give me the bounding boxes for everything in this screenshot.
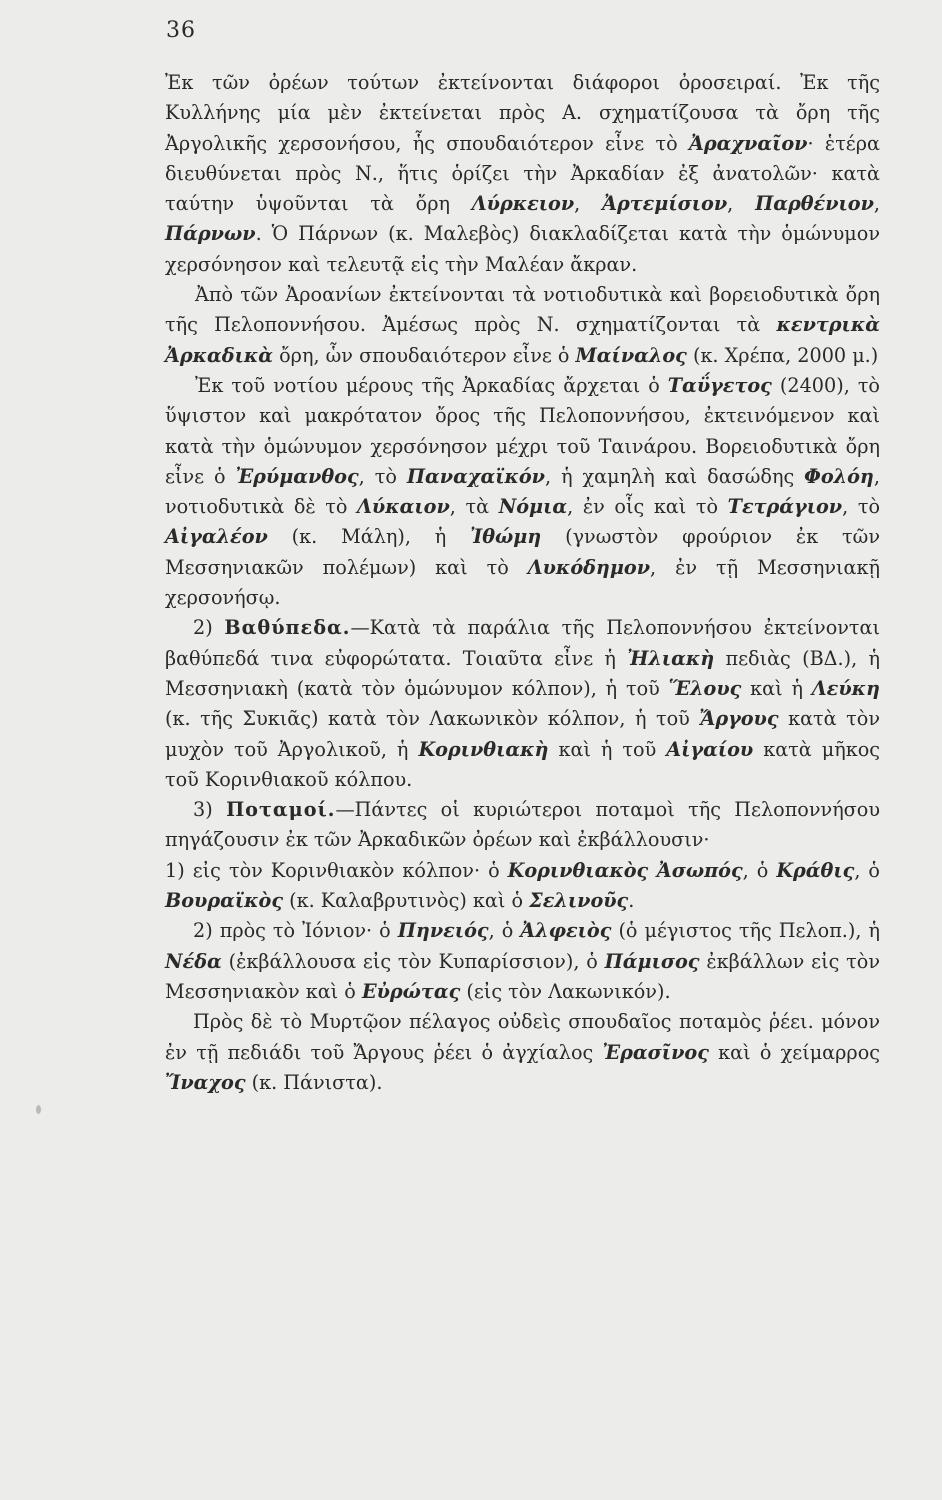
place-name: Ἠλιακὴ — [627, 646, 715, 670]
text-run: 1) εἰς τὸν Κορινθιακὸν κόλπον· ὁ — [165, 858, 508, 882]
text-run: —Κατὰ τὰ παράλια τῆς Πελοποννήσου ἐκτείνονται βαθύπεδά τινα εὐφορώτατα. Τοιαῦτα εἶνε ἡ — [165, 616, 881, 670]
text-run: . Ὁ Πάρνων (κ. Μαλεβὸς) διακλαδίζεται κατὰ τὴν ὁμώνυμον χερσόνησον καὶ τελευτᾷ εἰς τὴν Μαλέαν ἄκραν. — [165, 222, 880, 276]
text-run: 2) πρὸς τὸ Ἰόνιον· ὁ — [193, 919, 398, 943]
text-run: (κ. Καλαβρυτινὸς) καὶ ὁ — [283, 889, 530, 913]
text-run: Ἐκ τοῦ νοτίου μέρους τῆς Ἀρκαδίας ἄρχεται ὁ — [195, 373, 668, 397]
paragraph-taygetos — [165, 371, 880, 613]
place-name: Ἴναχος — [165, 1070, 246, 1094]
place-name: κεντρικὰ Ἀρκαδικὰ — [165, 313, 880, 367]
place-name: Πάμισος — [604, 949, 700, 973]
text-run: , ἐν τῇ Μεσσηνιακῇ χερσονήσῳ. — [165, 555, 880, 610]
text-run: (2400), τὸ ὕψιστον καὶ μακρότατον ὄρος τῆς Πελοποννήσου, ἐκτεινόμενον καὶ κατὰ τὴν ὁμώνυμον χερσόνησον μέχρι τοῦ Ταινάρου. Βορειοδυτικὰ ὄρη εἶνε ὁ — [165, 373, 880, 488]
text-run: Ἐκ τῶν ὀρέων τούτων ἐκτείνονται διάφοροι ὀροσειραί. Ἐκ τῆς Κυλλήνης μία μὲν ἐκτείνεται πρὸς Α. σχηματίζουσα τὰ ὄρη τῆς Ἀργολικῆς χερσονήσου, ἧς σπουδαιότερον εἶνε τὸ — [165, 71, 880, 155]
body-text — [165, 68, 880, 1098]
text-run: . — [628, 889, 635, 913]
place-name: Τετράγιον — [727, 495, 843, 519]
text-run: , ἡ χαμηλὴ καὶ δασώδης — [545, 464, 805, 488]
text-run: (εἰς τὸν Λακωνικόν). — [460, 979, 671, 1003]
place-name: Παναχαϊκόν — [406, 464, 545, 488]
text-run: —Πάντες οἱ κυριώτεροι ποταμοὶ τῆς Πελοποννήσου πηγάζουσιν ἐκ τῶν Ἀρκαδικῶν ὀρέων καὶ ἐκβάλλουσιν· — [165, 798, 880, 852]
text-run: (κ. τῆς Συκιᾶς) κατὰ τὸν Λακωνικὸν κόλπον, ἡ τοῦ — [165, 707, 700, 731]
text-run: Πρὸς δὲ τὸ Μυρτῷον πέλαγος οὐδεὶς σπουδαῖος ποταμὸς ῥέει. μόνον ἐν τῇ πεδιάδι τοῦ Ἄργους ῥέει ὁ ἀγχίαλος — [165, 1010, 880, 1064]
place-name: Πάρνων — [165, 222, 256, 246]
text-run: , τὰ — [449, 495, 499, 519]
page-number: 36 — [166, 18, 196, 43]
place-name: Λυκόδημον — [527, 555, 651, 579]
section-number: 2) — [193, 616, 225, 640]
place-name: Ἀλφειὸς — [520, 919, 612, 943]
text-run: , — [574, 192, 603, 216]
place-name: Νόμια — [498, 495, 568, 519]
place-name: Σελινοῦς — [529, 889, 629, 913]
place-name: Κορινθιακὸς Ἀσωπός — [507, 858, 743, 882]
paper-speck — [36, 1105, 41, 1114]
place-name: Λύρκειον — [471, 192, 575, 216]
place-name: Ἐρασῖνος — [602, 1040, 709, 1064]
paragraph-rivers — [165, 795, 880, 856]
place-name: Αἰγαίου — [666, 737, 754, 761]
text-run: , τὸ — [842, 495, 880, 519]
place-name: Κράθις — [776, 858, 855, 882]
text-run: (ἐκβάλλουσα εἰς τὸν Κυπαρίσσιον), ὁ — [221, 949, 605, 973]
place-name: Ταΰγετος — [667, 373, 772, 397]
text-run: (κ. Χρέπα, 2000 μ.) — [686, 343, 879, 367]
place-name: Αἰγαλέον — [165, 525, 268, 549]
text-run: κατὰ μῆκος τοῦ Κορινθιακοῦ κόλπου. — [165, 737, 880, 791]
text-run: , — [727, 192, 756, 216]
place-name: Ἕλους — [668, 676, 742, 700]
text-run: ὄρη, ὧν σπουδαιότερον εἶνε ὁ — [273, 343, 576, 367]
text-run: ἐκβάλλων εἰς τὸν Μεσσηνιακὸν καὶ ὁ — [165, 949, 880, 1003]
place-name: Βουραϊκὸς — [165, 889, 284, 913]
section-heading: Βαθύπεδα. — [224, 616, 351, 640]
paragraph-corinthian-gulf-rivers — [165, 856, 880, 917]
paragraph-myrtoan-sea — [165, 1007, 880, 1098]
text-run: , ὁ — [854, 858, 880, 882]
place-name: Παρθένιον — [755, 192, 874, 216]
text-run: (κ. Πάνιστα). — [245, 1070, 383, 1094]
text-run: , ὁ — [742, 858, 777, 882]
text-run: , νοτιοδυτικὰ δὲ τὸ — [165, 464, 880, 519]
text-run: (γνωστὸν φρούριον ἐκ τῶν Μεσσηνιακῶν πολέμων) καὶ τὸ — [165, 525, 880, 579]
place-name: Ἐρύμανθος — [235, 464, 359, 488]
text-run: (ὁ μέγιστος τῆς Πελοπ.), ἡ — [611, 919, 880, 943]
paragraph-plains — [165, 613, 880, 795]
place-name: Πηνειός — [397, 919, 489, 943]
text-run: Ἀπὸ τῶν Ἀροανίων ἐκτείνονται τὰ νοτιοδυτικὰ καὶ βορειοδυτικὰ ὄρη τῆς Πελοποννήσου. Ἀμέσως πρὸς Ν. σχηματίζονται τὰ — [165, 283, 880, 337]
text-run: , τὸ — [358, 464, 407, 488]
text-run: καὶ ἡ τοῦ — [548, 737, 667, 761]
place-name: Ἀρτεμίσιον — [602, 192, 728, 216]
place-name: Λύκαιον — [357, 495, 450, 519]
text-run: , ὁ — [488, 919, 521, 943]
place-name: Ἄργους — [699, 707, 779, 731]
text-run: καὶ ἡ — [741, 676, 812, 700]
place-name: Εὐρώτας — [361, 979, 461, 1003]
place-name: Μαίναλος — [575, 343, 687, 367]
text-run: , ἐν οἷς καὶ τὸ — [567, 495, 728, 519]
text-run: πεδιὰς (ΒΔ.), ἡ Μεσσηνιακὴ (κατὰ τὸν ὁμώνυμον κόλπον), ἡ τοῦ — [165, 646, 880, 700]
section-number: 3) — [193, 798, 227, 822]
text-run: , — [873, 192, 881, 216]
paragraph-aroania — [165, 280, 880, 371]
text-run: καὶ ὁ χείμαρρος — [708, 1040, 880, 1064]
section-heading: Ποταμοί. — [226, 798, 336, 822]
paragraph-mountain-ranges — [165, 68, 880, 280]
place-name: Φολόη — [804, 464, 874, 488]
text-run: κατὰ τὸν μυχὸν τοῦ Ἀργολικοῦ, ἡ — [165, 707, 880, 761]
place-name: Ἰθώμη — [470, 525, 542, 549]
place-name: Νέδα — [165, 949, 222, 973]
paragraph-ionian-rivers — [165, 916, 880, 1007]
place-name: Κορινθιακὴ — [418, 737, 549, 761]
text-run: (κ. Μάλη), ἡ — [267, 525, 471, 549]
place-name: Ἀραχναῖον — [688, 131, 808, 155]
place-name: Λεύκη — [811, 676, 880, 700]
text-run: · ἑτέρα διευθύνεται πρὸς Ν., ἥτις ὁρίζει τὴν Ἀρκαδίαν ἐξ ἀνατολῶν· κατὰ ταύτην ὑψοῦνται τὰ ὄρη — [165, 131, 880, 216]
